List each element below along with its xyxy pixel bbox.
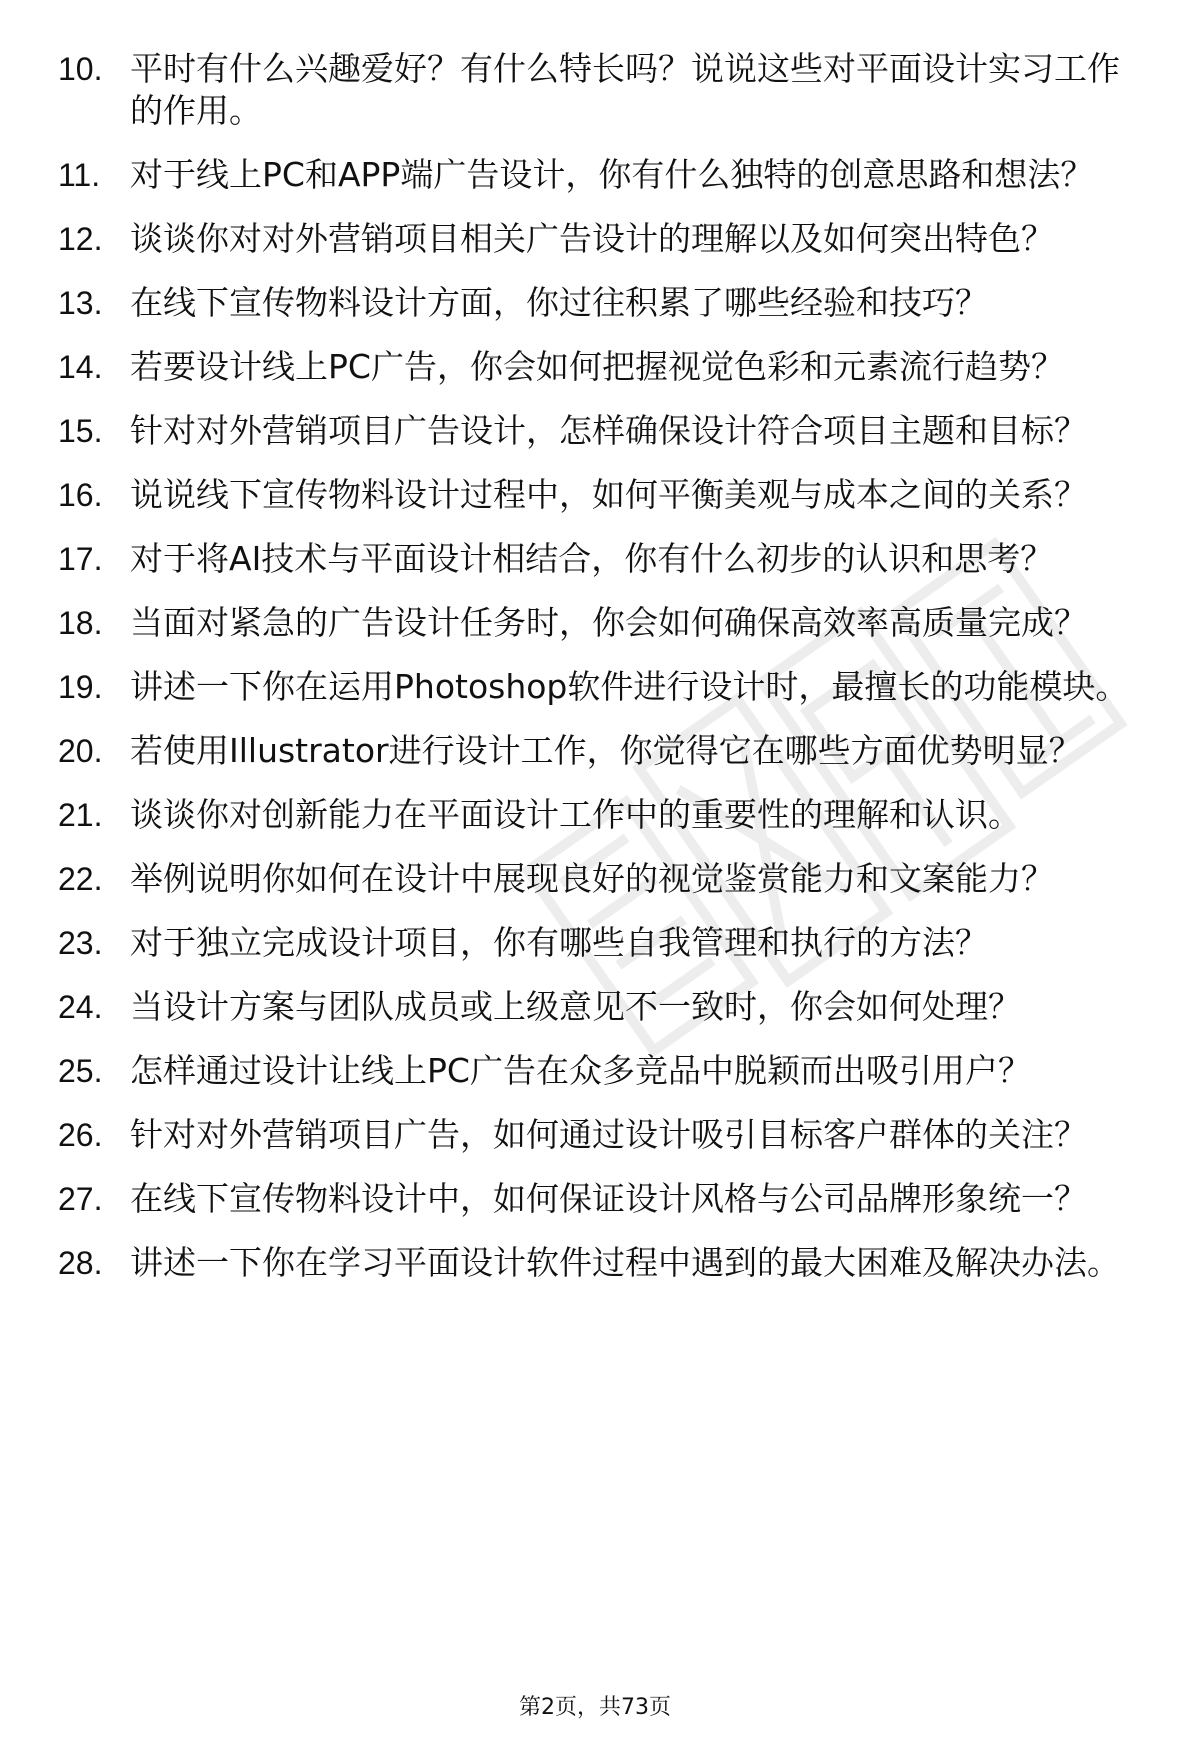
question-text: 当设计方案与团队成员或上级意见不一致时，你会如何处理？	[130, 987, 1021, 1026]
question-number: 10.	[58, 51, 103, 87]
question-item	[58, 282, 1148, 324]
question-text: 怎样通过设计让线上PC广告在众多竞品中脱颖而出吸引用户？	[130, 1051, 1031, 1090]
question-text: 谈谈你对对外营销项目相关广告设计的理解以及如何突出特色？	[130, 219, 1054, 258]
question-text: 谈谈你对创新能力在平面设计工作中的重要性的理解和认识。	[130, 795, 1021, 834]
question-text: 若要设计线上PC广告，你会如何把握视觉色彩和元素流行趋势？	[130, 347, 1064, 386]
question-item	[58, 794, 1148, 836]
question-number: 18.	[58, 605, 103, 641]
question-text: 对于线上PC和APP端广告设计，你有什么独特的创意思路和想法？	[130, 155, 1094, 194]
question-number: 12.	[58, 221, 103, 257]
question-number: 13.	[58, 285, 103, 321]
question-text: 平时有什么兴趣爱好？有什么特长吗？说说这些对平面设计实习工作的作用。	[130, 49, 1120, 130]
question-item	[58, 666, 1148, 708]
question-text: 讲述一下你在运用Photoshop软件进行设计时，最擅长的功能模块。	[130, 667, 1129, 706]
question-number: 17.	[58, 541, 103, 577]
question-item	[58, 48, 1148, 132]
question-number: 23.	[58, 925, 103, 961]
question-item	[58, 730, 1148, 772]
page-number-footer: 第2页，共73页	[519, 1695, 671, 1720]
question-item	[58, 922, 1148, 964]
question-item	[58, 474, 1148, 516]
question-text: 当面对紧急的广告设计任务时，你会如何确保高效率高质量完成？	[130, 603, 1087, 642]
question-number: 14.	[58, 349, 103, 385]
question-number: 21.	[58, 797, 103, 833]
question-item	[58, 1242, 1148, 1284]
question-number: 27.	[58, 1181, 103, 1217]
question-text: 说说线下宣传物料设计过程中，如何平衡美观与成本之间的关系？	[130, 475, 1087, 514]
question-text: 针对对外营销项目广告设计，怎样确保设计符合项目主题和目标？	[130, 411, 1087, 450]
question-item	[58, 218, 1148, 260]
question-text: 对于独立完成设计项目，你有哪些自我管理和执行的方法？	[130, 923, 988, 962]
question-item	[58, 858, 1148, 900]
question-number: 11.	[58, 157, 101, 193]
question-item	[58, 346, 1148, 388]
question-text: 讲述一下你在学习平面设计软件过程中遇到的最大困难及解决办法。	[130, 1243, 1120, 1282]
question-number: 20.	[58, 733, 103, 769]
question-text: 若使用Illustrator进行设计工作，你觉得它在哪些方面优势明显？	[130, 731, 1082, 770]
question-number: 16.	[58, 477, 103, 513]
question-item	[58, 538, 1148, 580]
question-list	[58, 48, 1148, 1306]
question-number: 15.	[58, 413, 103, 449]
question-text: 在线下宣传物料设计方面，你过往积累了哪些经验和技巧？	[130, 283, 988, 322]
question-item	[58, 602, 1148, 644]
question-number: 26.	[58, 1117, 103, 1153]
question-item	[58, 986, 1148, 1028]
question-number: 24.	[58, 989, 103, 1025]
question-number: 28.	[58, 1245, 103, 1281]
question-number: 25.	[58, 1053, 103, 1089]
question-item	[58, 154, 1148, 196]
question-number: 22.	[58, 861, 103, 897]
question-text: 在线下宣传物料设计中，如何保证设计风格与公司品牌形象统一？	[130, 1179, 1087, 1218]
question-text: 举例说明你如何在设计中展现良好的视觉鉴赏能力和文案能力？	[130, 859, 1054, 898]
question-item	[58, 1178, 1148, 1220]
question-text: 对于将AI技术与平面设计相结合，你有什么初步的认识和思考？	[130, 539, 1054, 578]
question-item	[58, 410, 1148, 452]
question-text: 针对对外营销项目广告，如何通过设计吸引目标客户群体的关注？	[130, 1115, 1087, 1154]
question-number: 19.	[58, 669, 103, 705]
question-item	[58, 1114, 1148, 1156]
question-item	[58, 1050, 1148, 1092]
